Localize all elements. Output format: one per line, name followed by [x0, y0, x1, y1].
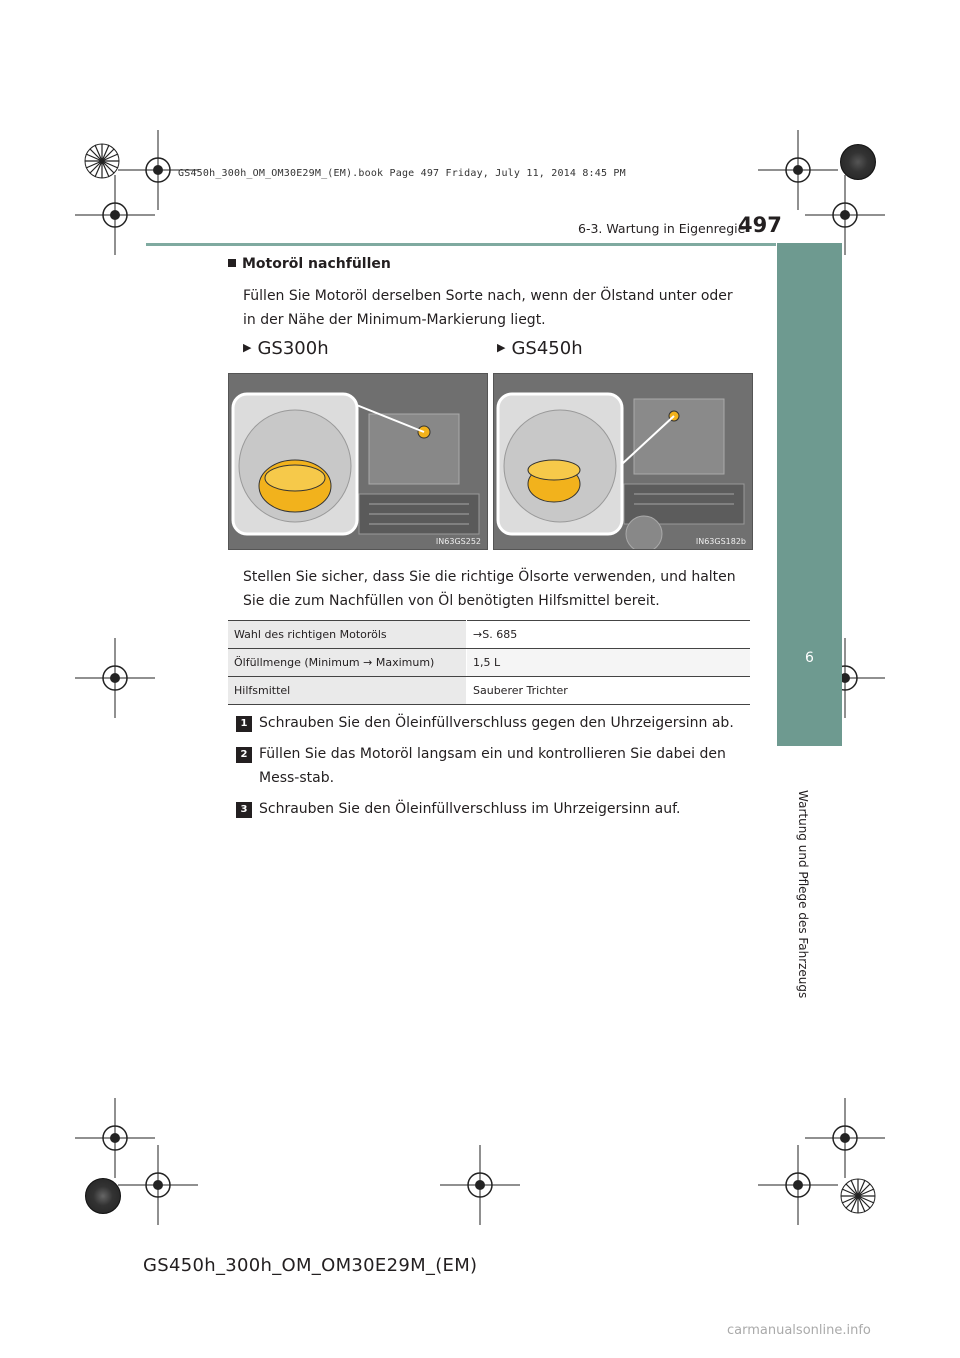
document-code-footer: GS450h_300h_OM_OM30E29M_(EM) [143, 1255, 478, 1276]
registration-mark-icon [805, 1098, 885, 1178]
registration-mark-icon [75, 638, 155, 718]
starburst-target-icon [840, 1178, 876, 1214]
note-paragraph: Stellen Sie sicher, dass Sie die richtige Ölsorte verwenden, und halten Sie die zum Nachfüllen von Öl benötigten Hilfsmittel bereit. [243, 569, 736, 609]
triangle-bullet-icon: ▶ [243, 341, 252, 354]
site-watermark: carmanualsonline.info [727, 1323, 871, 1338]
image-code: IN63GS252 [435, 537, 481, 546]
step-number-badge: 3 [236, 802, 252, 818]
step-text: Füllen Sie das Motoröl langsam ein und kontrollieren Sie dabei den Mess-stab. [259, 746, 726, 786]
table-cell: Wahl des richtigen Motoröls [228, 621, 467, 649]
starburst-target-icon [84, 143, 120, 179]
engine-bay-illustration [228, 373, 488, 550]
table-cell: 1,5 L [467, 649, 751, 677]
chapter-tab [777, 243, 842, 746]
chapter-number: 6 [805, 650, 814, 666]
step-text: Schrauben Sie den Öleinfüllverschluss im Uhrzeigersinn auf. [259, 801, 681, 817]
book-info-line: GS450h_300h_OM_OM30E29M_(EM).book Page 497 Friday, July 11, 2014 8:45 PM [178, 168, 626, 179]
variant-label: ▶ GS300h [243, 338, 329, 359]
image-code: IN63GS182b [695, 537, 746, 546]
square-bullet-icon [228, 259, 236, 267]
registration-mark-icon [440, 1145, 520, 1225]
table-cell: Sauberer Trichter [467, 677, 751, 705]
header-rule [146, 243, 776, 246]
table-row [228, 621, 750, 649]
triangle-bullet-icon: ▶ [497, 341, 506, 354]
step-number-badge: 2 [236, 747, 252, 763]
page-number: 497 [738, 213, 782, 237]
gray-target-icon [840, 144, 876, 180]
table-row [228, 649, 750, 677]
intro-paragraph: Füllen Sie Motoröl derselben Sorte nach, wenn der Ölstand unter oder in der Nähe der Minimum-Markierung liegt. [243, 288, 733, 328]
engine-bay-illustration [493, 373, 753, 550]
gray-target-icon [85, 1178, 121, 1214]
oil-spec-table [228, 620, 750, 705]
section-title: 6-3. Wartung in Eigenregie [578, 221, 746, 236]
table-row [228, 677, 750, 705]
section-heading [228, 256, 391, 272]
registration-mark-icon [118, 1145, 198, 1225]
step-text: Schrauben Sie den Öleinfüllverschluss gegen den Uhrzeigersinn ab. [259, 715, 734, 731]
step-number-badge: 1 [236, 716, 252, 732]
heading-text: Motoröl nachfüllen [242, 256, 391, 272]
variant-label: ▶ GS450h [497, 338, 583, 359]
table-cell: →S. 685 [467, 621, 751, 649]
table-cell: Hilfsmittel [228, 677, 467, 705]
table-cell: Ölfüllmenge (Minimum → Maximum) [228, 649, 467, 677]
chapter-title: Wartung und Pflege des Fahrzeugs [796, 790, 810, 999]
